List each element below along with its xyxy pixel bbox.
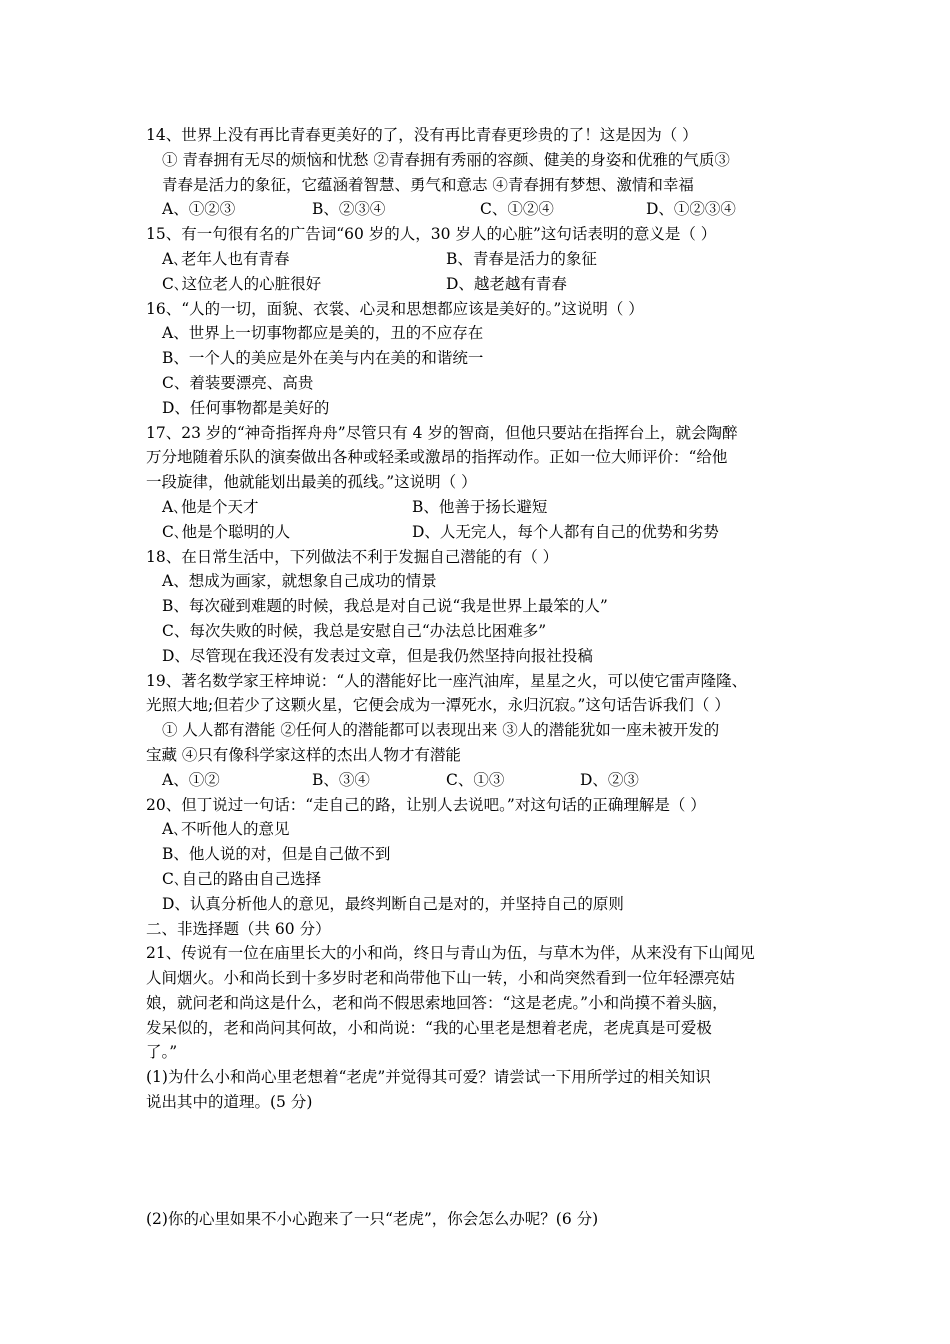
- exam-page: [146, 123, 812, 1232]
- section-heading: 二、非选择题（共 60 分）: [146, 919, 331, 938]
- q14-option-b: B、②③④: [312, 200, 386, 219]
- q17-options-row1: [146, 495, 812, 520]
- q21-line4: 发呆似的，老和尚问其何故，小和尚说：“我的心里老是想着老虎，老虎真是可爱极: [146, 1018, 712, 1037]
- q21-line1: 21、传说有一位在庙里长大的小和尚，终日与青山为伍，与草木为伴，从来没有下山闻见: [146, 944, 755, 963]
- q14-option-c: C、①②④: [480, 200, 554, 219]
- q19-option-c: C、①③: [446, 770, 505, 789]
- q15-stem: 15、有一句很有名的广告词“60 岁的人，30 岁人的心脏”这句话表明的意义是（ ）: [146, 225, 717, 244]
- q21-sub1-line1: (1)为什么小和尚心里老想着“老虎”并觉得其可爱？请尝试一下用所学过的相关知识: [146, 1068, 711, 1087]
- q15-option-c: C､这位老人的心脏很好: [162, 274, 322, 293]
- q15-option-b: B、青春是活力的象征: [446, 249, 597, 268]
- q14-options: [146, 197, 812, 222]
- q15-options-row2: [146, 272, 812, 297]
- q17-line2: 万分地随着乐队的演奏做出各种或轻柔或激昂的指挥动作。正如一位大师评价：“给他: [146, 448, 728, 467]
- q14-option-a: A、①②③: [162, 200, 236, 219]
- q16-option-a: A、世界上一切事物都应是美的，丑的不应存在: [162, 324, 484, 343]
- q20-option-c: C､自己的路由自己选择: [162, 869, 322, 888]
- q21-sub2: (2)你的心里如果不小心跑来了一只“老虎”，你会怎么办呢？(6 分): [146, 1209, 599, 1228]
- q18-option-d: D、尽管现在我还没有发表过文章，但是我仍然坚持向报社投稿: [162, 646, 593, 665]
- q19-line1: 19、著名数学家王梓坤说：“人的潜能好比一座汽油库，星星之火，可以使它雷声隆隆、: [146, 671, 748, 690]
- q18-option-a: A、想成为画家，就想象自己成功的情景: [162, 572, 437, 591]
- q19-line2: 光照大地;但若少了这颗火星，它便会成为一潭死水，永归沉寂。”这句话告诉我们（ ）: [146, 696, 730, 715]
- q14-stem: 14、世界上没有再比青春更美好的了，没有再比青春更珍贵的了！这是因为（ ）: [146, 126, 698, 144]
- q17-options-row2: [146, 520, 812, 545]
- q14-line1: ① 青春拥有无尽的烦恼和忧愁 ②青春拥有秀丽的容颜、健美的身姿和优雅的气质③: [162, 150, 730, 169]
- q21-line5: 了。”: [146, 1043, 178, 1062]
- q14-line2: 青春是活力的象征，它蕴涵着智慧、勇气和意志 ④青春拥有梦想、激情和幸福: [162, 175, 694, 194]
- q17-option-c: C､他是个聪明的人: [162, 522, 291, 541]
- q16-option-c: C、着装要漂亮、高贵: [162, 373, 314, 392]
- q16-stem: 16、“人的一切，面貌、衣裳、心灵和思想都应该是美好的。”这说明（ ）: [146, 299, 644, 318]
- q17-option-b: B、他善于扬长避短: [412, 497, 548, 516]
- q16-option-b: B、一个人的美应是外在美与内在美的和谐统一: [162, 349, 484, 368]
- q19-option-b: B、③④: [312, 770, 370, 789]
- q17-option-a: A､他是个天才: [162, 497, 259, 516]
- q19-options: [146, 768, 812, 793]
- q20-option-b: B、他人说的对，但是自己做不到: [162, 845, 391, 864]
- q17-option-d: D、人无完人，每个人都有自己的优势和劣势: [412, 522, 719, 541]
- q19-line4: 宝藏 ④只有像科学家这样的杰出人物才有潜能: [146, 745, 461, 764]
- q18-option-b: B、每次碰到难题的时候，我总是对自己说“我是世界上最笨的人”: [162, 597, 608, 616]
- q18-option-c: C、每次失败的时候，我总是安慰自己“办法总比困难多”: [162, 621, 547, 640]
- q17-line1: 17、23 岁的“神奇指挥舟舟”尽管只有 4 岁的智商，但他只要站在指挥台上，就会陶醉: [146, 423, 738, 442]
- q19-option-a: A、①②: [162, 770, 220, 789]
- q21-line2: 人间烟火。小和尚长到十多岁时老和尚带他下山一转，小和尚突然看到一位年轻漂亮姑: [146, 969, 736, 988]
- q17-line3: 一段旋律，他就能划出最美的孤线。”这说明（ ）: [146, 473, 477, 492]
- q16-option-d: D、任何事物都是美好的: [162, 398, 330, 417]
- q20-option-d: D、认真分析他人的意见，最终判断自己是对的，并坚持自己的原则: [162, 894, 624, 913]
- q18-stem: 18、在日常生活中，下列做法不利于发掘自己潜能的有（ ）: [146, 547, 559, 566]
- q19-option-d: D、②③: [580, 770, 639, 789]
- q15-option-a: A､老年人也有青春: [162, 249, 290, 268]
- q21-sub1-line2: 说出其中的道理。(5 分): [146, 1093, 313, 1112]
- q15-options-row1: [146, 247, 812, 272]
- q20-option-a: A､不听他人的意见: [162, 820, 290, 839]
- q14-option-d: D、①②③④: [646, 200, 736, 219]
- q20-stem: 20、但丁说过一句话：“走自己的路，让别人去说吧。”对这句话的正确理解是（ ）: [146, 795, 706, 814]
- q21-line3: 娘，就问老和尚这是什么，老和尚不假思索地回答：“这是老虎。”小和尚摸不着头脑，: [146, 993, 728, 1012]
- q19-line3: ① 人人都有潜能 ②任何人的潜能都可以表现出来 ③人的潜能犹如一座未被开发的: [162, 721, 720, 740]
- answer-space: [146, 1115, 812, 1207]
- q15-option-d: D、越老越有青春: [446, 274, 567, 293]
